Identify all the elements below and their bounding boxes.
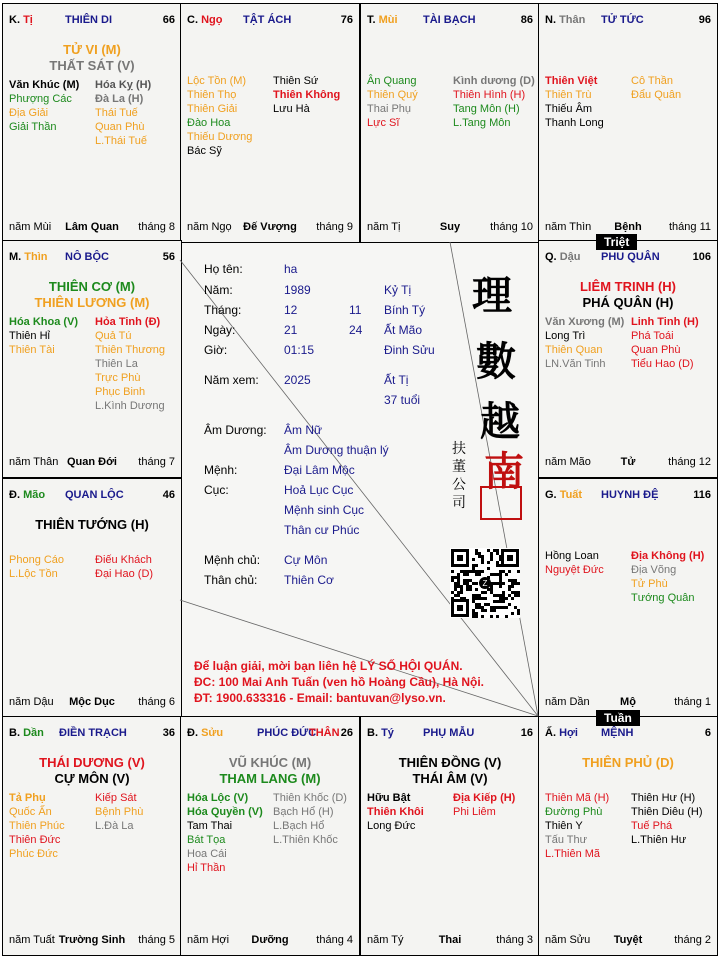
- svg-text:Z: Z: [482, 579, 488, 588]
- minor-star: Kiếp Sát: [95, 792, 137, 804]
- branch: Mão: [23, 489, 46, 501]
- minor-star: Thiên Đức: [9, 834, 61, 846]
- year-label: năm Dậu: [9, 696, 54, 708]
- minor-star: Thiên Trù: [545, 89, 592, 101]
- main-star: THIÊN TƯỚNG (H): [35, 517, 149, 532]
- contact-line-2: ĐC: 100 Mai Anh Tuấn (ven hồ Hoàng Cầu), Hà Nội.: [194, 675, 485, 689]
- year-label: năm Dần: [545, 696, 590, 708]
- palace-number: 16: [520, 727, 533, 739]
- stage-label: Dưỡng: [251, 934, 289, 946]
- stage-label: Thai: [438, 934, 462, 946]
- palace-number: 86: [520, 14, 533, 26]
- label-nam-xem: Năm xem:: [204, 373, 259, 387]
- branch: Dậu: [559, 251, 581, 263]
- month-label: tháng 12: [668, 456, 711, 468]
- main-star: TỬ VI (M): [63, 42, 121, 57]
- minor-star: Đào Hoa: [187, 117, 231, 129]
- minor-star: Đường Phù: [545, 806, 603, 818]
- label-than-chu: Thân chủ:: [204, 573, 258, 587]
- stage-label: Đế Vượng: [243, 221, 297, 233]
- minor-star: Thiên Việt: [545, 75, 598, 87]
- minor-star: Phượng Các: [9, 93, 72, 105]
- main-star: PHÁ QUÂN (H): [582, 295, 674, 310]
- month-label: tháng 9: [316, 221, 353, 233]
- logo-subtitle: 扶 董 公 司: [452, 441, 466, 511]
- stem: Đ.: [187, 727, 198, 739]
- minor-star: Lưu Hà: [273, 103, 310, 115]
- label-am-duong: Âm Dương:: [204, 423, 267, 437]
- stage-label: Trường Sinh: [58, 934, 126, 946]
- minor-star: Giải Thần: [9, 121, 57, 133]
- month-label: tháng 2: [674, 934, 711, 946]
- minor-star: Quả Tú: [95, 330, 132, 342]
- year-label: năm Ngọ: [187, 221, 232, 233]
- month-label: tháng 3: [496, 934, 533, 946]
- stage-label: Mộc Dục: [69, 696, 115, 708]
- value-thang-cc: Bính Tý: [384, 303, 426, 317]
- minor-star: Đẩu Quân: [631, 89, 682, 101]
- minor-star: L.Lộc Tồn: [9, 568, 58, 580]
- minor-star: Hóa Quyền (V): [187, 806, 263, 818]
- palace-name: HUYNH ĐỆ: [601, 489, 659, 501]
- minor-star: Thiên Hỉ: [9, 330, 50, 342]
- minor-star: Thiên Diêu (H): [631, 806, 703, 818]
- palace-name: ĐIỀN TRẠCH: [59, 727, 127, 739]
- value-ngay-al: 24: [349, 323, 363, 337]
- triet-tag: Triệt: [596, 234, 637, 250]
- year-label: năm Tý: [367, 934, 404, 946]
- palace-name: TÀI BẠCH: [423, 14, 476, 26]
- stage-label: Tuyệt: [613, 934, 643, 946]
- minor-star: Tam Thai: [187, 820, 233, 832]
- minor-star: Ân Quang: [367, 75, 417, 87]
- minor-star: Phá Toái: [631, 330, 674, 342]
- stage-label: Suy: [439, 221, 461, 233]
- month-label: tháng 5: [138, 934, 175, 946]
- minor-star: Thiên Quý: [367, 89, 418, 101]
- minor-star: Thai Phụ: [367, 103, 412, 115]
- stem: G.: [545, 489, 557, 501]
- main-star: THÁI DƯƠNG (V): [39, 755, 145, 770]
- minor-star: Kình dương (D): [453, 75, 535, 87]
- minor-star: Bạch Hổ (H): [273, 806, 334, 818]
- minor-star: Đà La (H): [95, 93, 144, 105]
- palace-number: 106: [692, 251, 711, 263]
- minor-star: Hữu Bật: [367, 792, 411, 804]
- month-label: tháng 11: [668, 221, 711, 233]
- minor-star: Thiên Khốc (D): [273, 792, 347, 804]
- month-label: tháng 4: [316, 934, 353, 946]
- palace-name: THIÊN DI: [65, 14, 113, 26]
- month-label: tháng 6: [138, 696, 175, 708]
- palace-number: 116: [693, 489, 711, 501]
- than-marker: THÂN: [309, 727, 340, 739]
- minor-star: Long Trì: [545, 330, 586, 342]
- minor-star: Hồng Loan: [545, 550, 599, 562]
- minor-star: Linh Tinh (H): [631, 316, 699, 328]
- minor-star: Tuế Phá: [631, 820, 673, 832]
- minor-star: Hoa Cái: [187, 848, 227, 860]
- month-label: tháng 10: [490, 221, 533, 233]
- minor-star: Phục Binh: [95, 386, 146, 398]
- stem: Ấ.: [545, 727, 556, 739]
- stem: Đ.: [9, 489, 20, 501]
- palace-name: TỬ TỨC: [601, 14, 644, 26]
- palace-name: PHÚC ĐỨC: [257, 727, 317, 739]
- minor-star: Địa Kiếp (H): [453, 792, 516, 804]
- minor-star: LN.Văn Tinh: [545, 358, 606, 370]
- minor-star: Hóa Lộc (V): [187, 792, 249, 804]
- value-gio: 01:15: [284, 343, 315, 357]
- label-menh-chu: Mệnh chủ:: [204, 553, 261, 567]
- value-menh-chu: Cự Môn: [284, 553, 328, 567]
- minor-star: Thái Tuế: [95, 107, 138, 119]
- minor-star: Thiên Tài: [9, 344, 55, 356]
- minor-star: Tang Môn (H): [453, 103, 520, 115]
- label-menh: Mệnh:: [204, 463, 238, 477]
- label-ho-ten: Họ tên:: [204, 262, 243, 276]
- value-nam-cc: Kỷ Tị: [384, 283, 412, 297]
- stage-label: Lâm Quan: [65, 221, 119, 233]
- value-gio-cc: Đinh Sửu: [384, 343, 435, 357]
- minor-star: Phi Liêm: [453, 806, 496, 818]
- minor-star: Lực Sĩ: [367, 117, 400, 129]
- minor-star: Trực Phù: [95, 372, 141, 384]
- month-label: tháng 8: [138, 221, 175, 233]
- minor-star: Bác Sỹ: [187, 145, 222, 157]
- stem: M.: [9, 251, 22, 263]
- palace-number: 26: [340, 727, 353, 739]
- logo-char-1: 理: [472, 272, 512, 319]
- stage-label: Bệnh: [614, 221, 642, 233]
- minor-star: Hóa Kỵ (H): [95, 79, 152, 91]
- label-gio: Giờ:: [204, 343, 228, 357]
- minor-star: Lộc Tồn (M): [187, 75, 247, 87]
- minor-star: Thiên Y: [545, 820, 583, 832]
- value-tuoi: 37 tuổi: [384, 393, 421, 407]
- stem: B.: [9, 727, 20, 739]
- month-label: tháng 1: [674, 696, 711, 708]
- minor-star: Quan Phù: [95, 121, 145, 133]
- minor-star: Hóa Khoa (V): [9, 316, 79, 328]
- minor-star: Tiểu Hao (D): [631, 358, 694, 370]
- logo-char-4: 南: [484, 448, 524, 495]
- value-than-chu: Thiên Cơ: [284, 573, 334, 587]
- value-thang: 12: [284, 303, 298, 317]
- palace-name: PHU QUÂN: [601, 251, 660, 263]
- branch: Dần: [23, 727, 44, 739]
- minor-star: Tấu Thư: [545, 834, 588, 846]
- branch: Thìn: [24, 251, 48, 263]
- minor-star: Thiên Hình (H): [453, 89, 526, 101]
- branch: Thân: [559, 14, 586, 26]
- minor-star: Thiên Sứ: [273, 75, 319, 87]
- branch: Mùi: [378, 14, 398, 26]
- stem: K.: [9, 14, 20, 26]
- value-ngay-cc: Ất Mão: [384, 323, 423, 337]
- branch: Hợi: [559, 727, 578, 739]
- year-label: năm Mùi: [9, 221, 52, 233]
- minor-star: Phong Cáo: [9, 554, 65, 566]
- minor-star: Phúc Đức: [9, 848, 58, 860]
- year-label: năm Tuất: [9, 934, 55, 946]
- label-thang: Tháng:: [204, 303, 242, 317]
- minor-star: Hỏa Tinh (Đ): [95, 316, 161, 328]
- year-label: năm Thìn: [545, 221, 592, 233]
- year-label: năm Thân: [9, 456, 59, 468]
- minor-star: Địa Không (H): [631, 550, 705, 562]
- palace-name: MỆNH: [601, 727, 634, 739]
- stem: Q.: [545, 251, 557, 263]
- tuan-tag: Tuần: [596, 710, 640, 726]
- minor-star: Bát Tọa: [187, 834, 226, 846]
- branch: Ngọ: [201, 14, 223, 26]
- year-label: năm Tị: [367, 221, 401, 233]
- minor-star: Văn Xương (M): [545, 316, 625, 328]
- value-am-duong-2: Âm Dương thuận lý: [284, 443, 389, 457]
- minor-star: Thiên Không: [273, 89, 341, 101]
- minor-star: Cô Thần: [631, 75, 673, 87]
- branch: Sửu: [201, 727, 224, 739]
- minor-star: Hỉ Thần: [187, 862, 226, 874]
- minor-star: Nguyệt Đức: [545, 564, 604, 576]
- value-menh: Đại Lâm Mộc: [284, 463, 355, 477]
- stem: T.: [367, 14, 376, 26]
- minor-star: Địa Võng: [631, 564, 677, 576]
- minor-star: Thiên Mã (H): [545, 792, 610, 804]
- palace-number: 6: [704, 727, 711, 739]
- branch: Tý: [381, 727, 394, 739]
- palace-name: TẬT ÁCH: [243, 14, 292, 26]
- main-star: CỰ MÔN (V): [54, 771, 130, 786]
- label-nam: Năm:: [204, 283, 233, 297]
- minor-star: Thiếu Dương: [187, 131, 253, 143]
- minor-star: L.Thiên Khốc: [273, 834, 338, 846]
- main-star: THIÊN ĐỒNG (V): [398, 755, 502, 770]
- contact-line-3: ĐT: 1900.633316 - Email: bantuvan@lyso.vn.: [194, 691, 446, 705]
- minor-star: Điếu Khách: [95, 554, 152, 566]
- minor-star: Thiếu Âm: [545, 103, 593, 115]
- minor-star: L.Bạch Hổ: [273, 820, 325, 832]
- minor-star: Thiên Khôi: [367, 806, 424, 818]
- contact-line-1: Để luận giải, mời bạn liên hệ LÝ SỐ HỘI QUÁN.: [194, 659, 463, 673]
- seal-stamp: [480, 486, 522, 520]
- value-thang-al: 11: [349, 303, 362, 317]
- minor-star: Tướng Quân: [631, 592, 695, 604]
- main-star: THIÊN CƠ (M): [48, 279, 136, 294]
- palace-name: QUAN LỘC: [65, 489, 124, 501]
- minor-star: Quan Phù: [631, 344, 681, 356]
- stem: B.: [367, 727, 378, 739]
- value-cuc-3: Thân cư Phúc: [284, 523, 360, 537]
- label-ngay: Ngày:: [204, 323, 236, 337]
- main-star: THIÊN LƯƠNG (M): [34, 295, 150, 310]
- minor-star: Thiên Giải: [187, 103, 238, 115]
- main-star: LIÊM TRINH (H): [579, 279, 677, 294]
- palace-number: 66: [162, 14, 175, 26]
- main-star: THIÊN PHỦ (D): [582, 755, 674, 770]
- minor-star: Địa Giải: [9, 107, 49, 119]
- main-star: THÁI ÂM (V): [412, 771, 488, 786]
- value-nam-xem-cc: Ất Tị: [384, 373, 409, 387]
- minor-star: Thiên La: [95, 358, 138, 370]
- stage-label: Tử: [620, 456, 636, 468]
- year-label: năm Sửu: [545, 934, 591, 946]
- branch: Tuất: [559, 489, 583, 501]
- minor-star: L.Thiên Mã: [545, 848, 601, 860]
- minor-star: Thiên Quan: [545, 344, 603, 356]
- palace-name: PHỤ MẪU: [423, 727, 475, 739]
- year-label: năm Mão: [545, 456, 591, 468]
- minor-star: Tả Phụ: [9, 792, 46, 804]
- year-label: năm Hợi: [187, 934, 230, 946]
- value-ho-ten: ha: [284, 262, 298, 276]
- palace-number: 56: [162, 251, 175, 263]
- palace-number: 36: [162, 727, 175, 739]
- value-cuc-2: Mệnh sinh Cục: [284, 503, 365, 517]
- minor-star: Tử Phù: [631, 578, 668, 590]
- label-cuc: Cục:: [204, 483, 229, 497]
- minor-star: L.Thái Tuế: [95, 135, 147, 147]
- value-ngay: 21: [284, 323, 298, 337]
- minor-star: L.Tang Môn: [453, 117, 511, 129]
- minor-star: Thiên Thương: [95, 344, 166, 356]
- value-nam: 1989: [284, 283, 311, 297]
- minor-star: Văn Khúc (M): [9, 79, 80, 91]
- stem: N.: [545, 14, 556, 26]
- logo-char-2: 數: [476, 338, 516, 385]
- stage-label: Quan Đới: [67, 456, 117, 468]
- palace-name: NÔ BỘC: [65, 251, 109, 263]
- main-star: THẤT SÁT (V): [49, 58, 135, 73]
- palace-number: 76: [340, 14, 353, 26]
- palace-number: 96: [698, 14, 711, 26]
- month-label: tháng 7: [138, 456, 175, 468]
- minor-star: L.Kình Dương: [95, 400, 165, 412]
- minor-star: Thiên Thọ: [187, 89, 237, 101]
- value-am-duong: Âm Nữ: [284, 423, 323, 437]
- minor-star: Long Đức: [367, 820, 416, 832]
- qr-code[interactable]: [450, 548, 520, 618]
- stage-label: Mộ: [620, 696, 636, 708]
- minor-star: Thiên Hư (H): [631, 792, 696, 804]
- palace-number: 46: [162, 489, 175, 501]
- value-cuc: Hoả Lục Cục: [284, 483, 354, 497]
- minor-star: Đại Hao (D): [95, 568, 154, 580]
- minor-star: Quốc Ấn: [9, 806, 52, 818]
- main-star: THAM LANG (M): [219, 771, 321, 786]
- main-star: VŨ KHÚC (M): [228, 755, 312, 770]
- minor-star: L.Thiên Hư: [631, 834, 687, 846]
- minor-star: Bệnh Phù: [95, 806, 144, 818]
- stem: C.: [187, 14, 198, 26]
- minor-star: Thanh Long: [545, 117, 604, 129]
- logo-char-3: 越: [480, 398, 520, 445]
- minor-star: L.Đà La: [95, 820, 134, 832]
- value-nam-xem: 2025: [284, 373, 311, 387]
- branch: Tị: [23, 14, 33, 26]
- minor-star: Thiên Phúc: [9, 820, 65, 832]
